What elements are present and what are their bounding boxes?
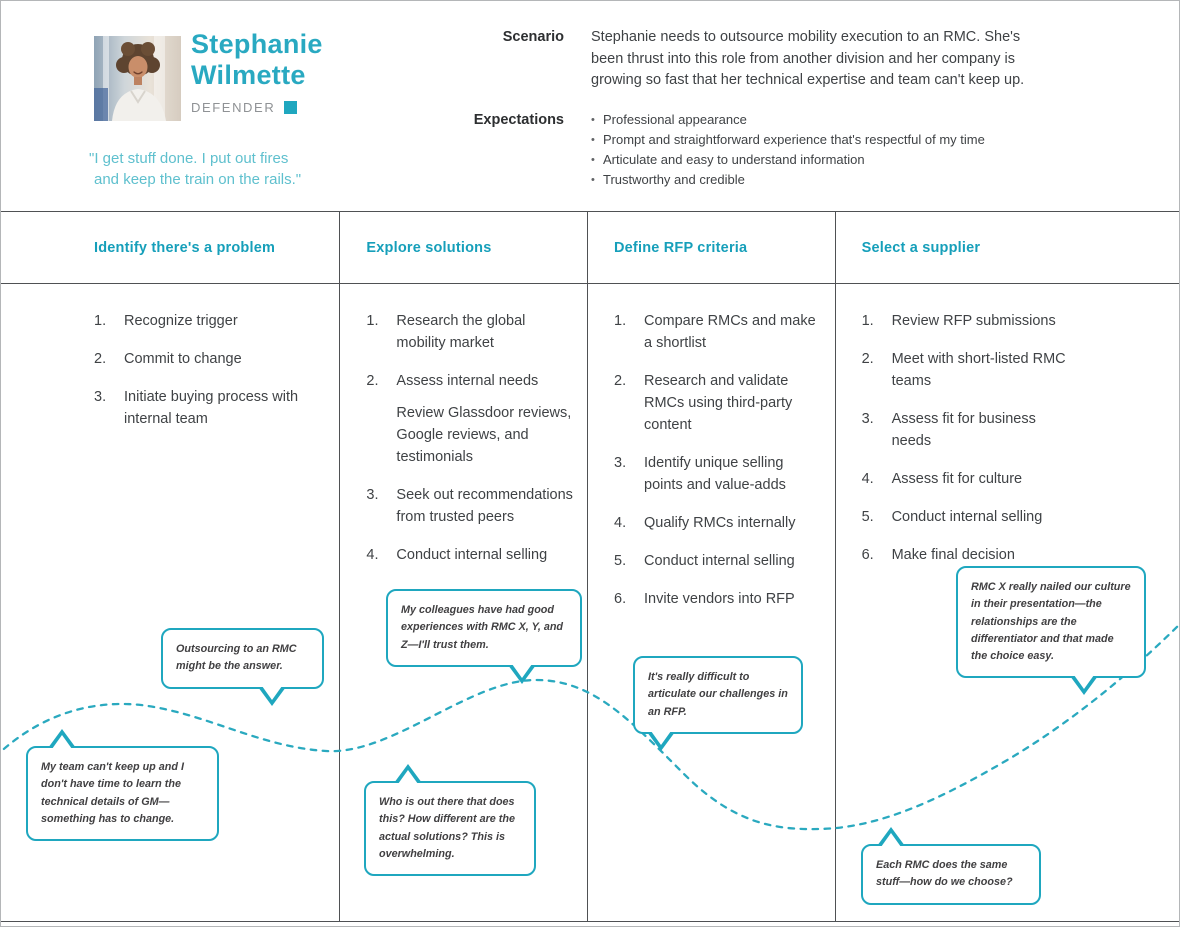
step-number: 2. <box>614 373 627 389</box>
thought-bubble-each-rmc-same: Each RMC does the same stuff—how do we choose? <box>861 844 1041 905</box>
step-text: Research and validate RMCs using third-party content <box>644 373 793 433</box>
step-number: 4. <box>366 547 379 563</box>
step-number: 5. <box>614 553 627 569</box>
step-number: 3. <box>366 487 379 503</box>
step-number: 2. <box>861 351 874 367</box>
step-item <box>862 506 1179 528</box>
step-text: Conduct internal selling <box>396 547 548 563</box>
step-number: 2. <box>366 373 379 389</box>
bullet-icon: • <box>591 173 595 186</box>
expectations-list <box>591 110 985 190</box>
stage-title: Identify there's a problem <box>94 239 276 256</box>
step-number: 1. <box>614 313 627 329</box>
step-number: 1. <box>94 313 107 329</box>
step-number: 5. <box>861 509 874 525</box>
step-number: 3. <box>94 389 107 405</box>
step-item <box>614 310 835 354</box>
step-text: Research the global mobility market <box>396 313 526 351</box>
step-text: Conduct internal selling <box>644 553 795 569</box>
step-item <box>862 310 1179 332</box>
bullet-icon: • <box>591 113 595 126</box>
step-number: 3. <box>861 411 874 427</box>
stage-title: Explore solutions <box>366 239 492 256</box>
stage-title: Select a supplier <box>861 239 981 256</box>
step-list <box>1 284 339 430</box>
step-list <box>836 284 1179 566</box>
persona-quote: "I get stuff done. I put out fires and keep the train on the rails." <box>89 150 302 188</box>
step-item <box>94 348 339 370</box>
step-item <box>614 452 835 496</box>
step-text: Review RFP submissions <box>891 313 1056 329</box>
step-text: Conduct internal selling <box>891 509 1043 525</box>
step-number: 4. <box>614 515 627 531</box>
step-number: 2. <box>94 351 107 367</box>
step-text: Commit to change <box>124 351 242 367</box>
persona-type-square-icon <box>284 101 297 114</box>
scenario-label: Scenario <box>502 29 564 45</box>
thought-bubble-colleagues-trust: My colleagues have had good experiences with RMC X, Y, and Z—I'll trust them. <box>386 589 582 667</box>
expectation-item: • Articulate and easy to understand information <box>591 150 985 170</box>
expectations-label: Expectations <box>473 111 564 128</box>
step-text: Assess fit for culture <box>891 471 1023 487</box>
bullet-icon: • <box>591 133 595 146</box>
stage-column-define-rfp-criteria <box>588 212 836 921</box>
persona-photo-illustration <box>94 36 181 121</box>
expectation-item: • Prompt and straightforward experience that's respectful of my time <box>591 130 985 150</box>
step-number: 1. <box>366 313 379 329</box>
step-item <box>862 544 1179 566</box>
bullet-icon: • <box>591 153 595 166</box>
step-text: Seek out recommendations from trusted peers <box>396 487 573 525</box>
step-text: Assess fit for business needs <box>891 411 1036 449</box>
stage-title: Define RFP criteria <box>614 239 748 256</box>
step-text: Meet with short-listed RMC teams <box>891 351 1066 389</box>
step-number: 6. <box>861 547 874 563</box>
step-item <box>614 512 835 534</box>
step-item <box>366 544 587 566</box>
step-item <box>862 348 1179 392</box>
persona-brief <box>456 27 1076 208</box>
step-item <box>366 484 587 528</box>
step-text: Qualify RMCs internally <box>644 515 796 531</box>
step-item <box>94 386 339 430</box>
step-text: Recognize trigger <box>124 313 238 329</box>
step-text: Compare RMCs and make a shortlist <box>644 313 816 351</box>
step-item <box>862 408 1179 452</box>
thought-bubble-outsourcing: Outsourcing to an RMC might be the answer. <box>161 628 324 689</box>
step-item <box>862 468 1179 490</box>
thought-bubble-team-cant-keep-up: My team can't keep up and I don't have time to learn the technical details of GM—something has to change. <box>26 746 219 841</box>
step-item <box>366 310 587 354</box>
avatar <box>94 36 181 121</box>
step-note: Review Glassdoor reviews, Google reviews, and testimonials <box>396 405 572 465</box>
thought-bubble-who-is-out-there: Who is out there that does this? How different are the actual solutions? This is overwhelming. <box>364 781 536 876</box>
step-number: 6. <box>614 591 627 607</box>
step-text: Initiate buying process with internal team <box>124 389 299 427</box>
expectation-item: • Trustworthy and credible <box>591 170 985 190</box>
step-number: 1. <box>861 313 874 329</box>
step-text: Make final decision <box>891 547 1015 563</box>
step-text: Invite vendors into RFP <box>644 591 795 607</box>
step-list <box>588 284 835 610</box>
step-number: 4. <box>861 471 874 487</box>
expectation-item: • Professional appearance <box>591 110 985 130</box>
step-item <box>366 370 587 392</box>
step-text: Identify unique selling points and value-adds <box>644 455 786 493</box>
step-item <box>614 588 835 610</box>
persona-name: Stephanie Wilmette <box>191 29 323 90</box>
step-number: 3. <box>614 455 627 471</box>
thought-bubble-rmc-x-nailed-culture: RMC X really nailed our culture in their presentation—the relationships are the differentiator and that made the choice easy. <box>956 566 1146 678</box>
step-list <box>340 284 587 566</box>
step-item <box>614 550 835 572</box>
step-text: Assess internal needs <box>396 373 539 389</box>
persona-type-label: DEFENDER <box>191 100 276 115</box>
step-item <box>94 310 339 332</box>
step-item <box>614 370 835 436</box>
thought-bubble-difficult-to-articulate: It's really difficult to articulate our challenges in an RFP. <box>633 656 803 734</box>
scenario-text: Stephanie needs to outsource mobility execution to an RMC. She's been thrust into this role from another division and her company is growing so fast that her technical expertise and team can't keep up. <box>591 29 1025 88</box>
